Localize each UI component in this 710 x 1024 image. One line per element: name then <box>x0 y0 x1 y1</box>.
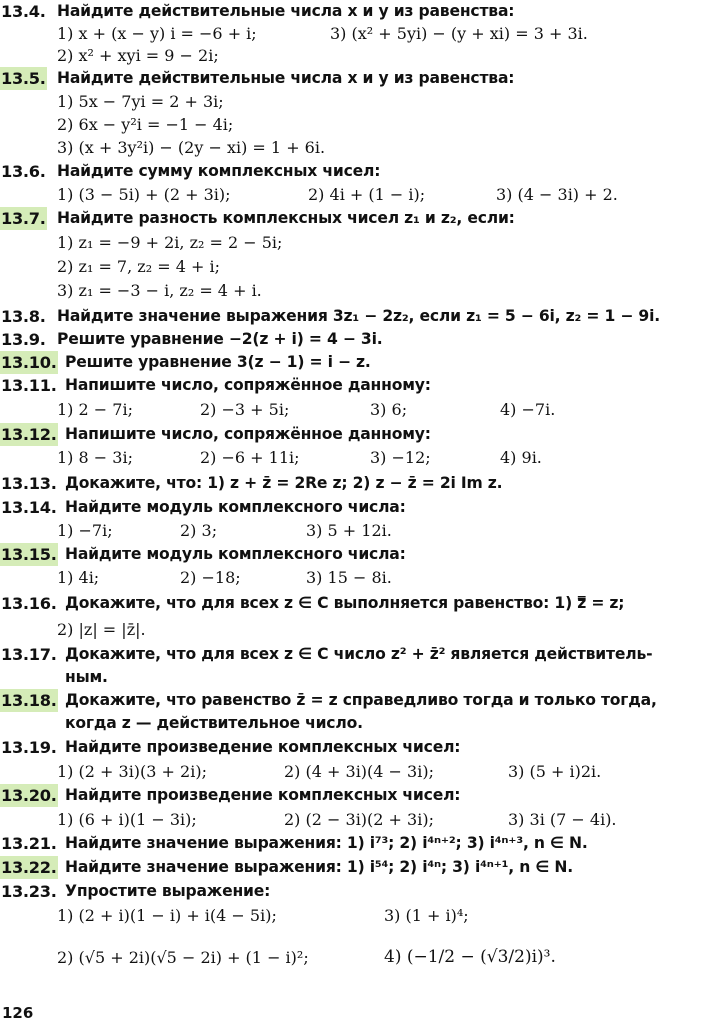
exercise-number: 13.16. <box>1 594 57 613</box>
item-1: 1) 4i; <box>57 568 100 587</box>
continuation: 2) |z| = |z̄|. <box>57 620 146 639</box>
exercise-text: Найдите действительные числа x и y из равенства: <box>57 69 515 87</box>
item-4: 4) −7i. <box>500 400 556 419</box>
exercise-13-23-items <box>0 904 710 927</box>
item-2: 2) (4 + 3i)(4 − 3i); <box>284 762 434 781</box>
exercise-13-22 <box>0 856 710 879</box>
exercise-13-14 <box>0 496 710 519</box>
exercise-text: Найдите произведение комплексных чисел: <box>65 738 461 756</box>
exercise-13-16 <box>0 592 710 615</box>
item-2: 2) (2 − 3i)(2 + 3i); <box>284 810 434 829</box>
item-3: 3) (x² + 5yi) − (y + xi) = 3 + 3i. <box>330 24 588 43</box>
exercise-number: 13.17. <box>1 645 57 664</box>
item-4: 4) 9i. <box>500 448 542 467</box>
exercise-text: Найдите модуль комплексного числа: <box>65 545 406 563</box>
item-4: 4) (−1/2 − (√3/2)i)³. <box>384 947 556 967</box>
exercise-13-9 <box>0 328 710 351</box>
item-3: 3) 6; <box>370 400 408 419</box>
exercise-text: Упростите выражение: <box>65 882 271 900</box>
exercise-13-6 <box>0 160 710 183</box>
exercise-text: Докажите, что для всех z ∈ C число z² + z̄² является действитель- <box>65 645 653 663</box>
exercise-text: Найдите сумму комплексных чисел: <box>57 162 381 180</box>
item-2: 2) −3 + 5i; <box>200 400 290 419</box>
page-number: 126 <box>2 1004 34 1022</box>
exercise-text: Решите уравнение −2(z + i) = 4 − 3i. <box>57 330 383 348</box>
item-1: 1) (2 + i)(1 − i) + i(4 − 5i); <box>57 906 277 925</box>
item-1: 1) −7i; <box>57 521 113 540</box>
exercise-13-14-items <box>0 519 710 542</box>
exercise-13-20 <box>0 784 710 807</box>
exercise-13-7 <box>0 207 710 230</box>
item-1: 1) (2 + 3i)(3 + 2i); <box>57 762 207 781</box>
exercise-number: 13.5. <box>1 69 46 88</box>
exercise-text: Найдите значение выражения 3z₁ − 2z₂, если z₁ = 5 − 6i, z₂ = 1 − 9i. <box>57 307 660 325</box>
item-1: 1) z₁ = −9 + 2i, z₂ = 2 − 5i; <box>57 233 283 252</box>
exercise-13-13 <box>0 472 710 495</box>
exercise-text: Найдите значение выражения: 1) i⁷³; 2) i⁴ⁿ⁺²; 3) i⁴ⁿ⁺³, n ∈ N. <box>65 834 588 852</box>
exercise-13-23-items-2 <box>0 946 710 969</box>
item-3: 3) 15 − 8i. <box>306 568 392 587</box>
item-2: 2) z₁ = 7, z₂ = 4 + i; <box>57 257 220 276</box>
exercise-13-11 <box>0 374 710 397</box>
exercise-13-12-items <box>0 446 710 469</box>
exercise-number: 13.9. <box>1 330 46 349</box>
item-3: 3) (1 + i)⁴; <box>384 906 469 925</box>
exercise-13-4-items-2 <box>0 44 710 67</box>
exercise-number: 13.7. <box>1 209 46 228</box>
continuation: когда z — действительное число. <box>65 714 363 732</box>
exercise-13-18 <box>0 689 710 712</box>
item-3: 3) z₁ = −3 − i, z₂ = 4 + i. <box>57 281 262 300</box>
exercise-13-11-items <box>0 398 710 421</box>
exercise-13-6-items <box>0 183 710 206</box>
exercise-13-5-item-1 <box>0 90 710 113</box>
item-3: 3) (5 + i)2i. <box>508 762 602 781</box>
exercise-13-5 <box>0 67 710 90</box>
exercise-13-4 <box>0 0 710 23</box>
item-1: 1) (6 + i)(1 − 3i); <box>57 810 197 829</box>
exercise-number: 13.21. <box>1 834 57 853</box>
exercise-text: Найдите модуль комплексного числа: <box>65 498 406 516</box>
exercise-13-7-item-1 <box>0 231 710 254</box>
exercise-13-5-item-3 <box>0 136 710 159</box>
exercise-text: Докажите, что: 1) z + z̄ = 2Re z; 2) z − z̄ = 2i Im z. <box>65 474 503 492</box>
item-1: 1) 8 − 3i; <box>57 448 133 467</box>
exercise-number: 13.22. <box>1 858 57 877</box>
exercise-13-17-cont <box>0 666 710 689</box>
item-1: 1) (3 − 5i) + (2 + 3i); <box>57 185 231 204</box>
item-2: 2) x² + xyi = 9 − 2i; <box>57 46 219 65</box>
exercise-13-8 <box>0 305 710 328</box>
exercise-number: 13.8. <box>1 307 46 326</box>
item-3: 3) 3i (7 − 4i). <box>508 810 617 829</box>
exercise-number: 13.18. <box>1 691 57 710</box>
continuation: ным. <box>65 668 108 686</box>
exercise-text: Найдите разность комплексных чисел z₁ и z₂, если: <box>57 209 515 227</box>
exercise-text: Докажите, что для всех z ∈ C выполняется равенство: 1) z̿ = z; <box>65 594 625 612</box>
exercise-number: 13.19. <box>1 738 57 757</box>
exercise-number: 13.11. <box>1 376 57 395</box>
exercise-number: 13.20. <box>1 786 57 805</box>
exercise-number: 13.10. <box>1 353 57 372</box>
exercise-number: 13.6. <box>1 162 46 181</box>
exercise-13-15 <box>0 543 710 566</box>
exercise-13-4-items <box>0 22 710 45</box>
exercise-text: Напишите число, сопряжённое данному: <box>65 376 431 394</box>
exercise-13-7-item-3 <box>0 279 710 302</box>
item-1: 1) 2 − 7i; <box>57 400 133 419</box>
exercise-number: 13.23. <box>1 882 57 901</box>
exercise-13-17 <box>0 643 710 666</box>
exercise-13-21 <box>0 832 710 855</box>
item-2: 2) 4i + (1 − i); <box>308 185 426 204</box>
exercise-13-5-item-2 <box>0 113 710 136</box>
exercise-text: Напишите число, сопряжённое данному: <box>65 425 431 443</box>
item-1: 1) 5x − 7yi = 2 + 3i; <box>57 92 224 111</box>
exercise-number: 13.4. <box>1 2 46 21</box>
exercise-text: Найдите значение выражения: 1) i⁵⁴; 2) i⁴ⁿ; 3) i⁴ⁿ⁺¹, n ∈ N. <box>65 858 573 876</box>
exercise-text: Докажите, что равенство z̄ = z справедливо тогда и только тогда, <box>65 691 657 709</box>
exercise-number: 13.13. <box>1 474 57 493</box>
exercise-text: Найдите произведение комплексных чисел: <box>65 786 461 804</box>
exercise-text: Решите уравнение 3(z − 1) = i − z. <box>65 353 371 371</box>
exercise-13-15-items <box>0 566 710 589</box>
exercise-13-16-cont <box>0 618 710 641</box>
exercise-13-7-item-2 <box>0 255 710 278</box>
exercise-number: 13.12. <box>1 425 57 444</box>
item-3: 3) (4 − 3i) + 2. <box>496 185 618 204</box>
exercise-13-10 <box>0 351 710 374</box>
exercise-13-12 <box>0 423 710 446</box>
item-3: 3) 5 + 12i. <box>306 521 392 540</box>
exercise-13-19-items <box>0 760 710 783</box>
item-3: 3) (x + 3y²i) − (2y − xi) = 1 + 6i. <box>57 138 326 157</box>
exercise-13-19 <box>0 736 710 759</box>
item-2: 2) −18; <box>180 568 241 587</box>
exercise-13-18-cont <box>0 712 710 735</box>
item-3: 3) −12; <box>370 448 431 467</box>
item-1: 1) x + (x − y) i = −6 + i; <box>57 24 257 43</box>
exercise-13-23 <box>0 880 710 903</box>
exercise-number: 13.15. <box>1 545 57 564</box>
item-2: 2) 3; <box>180 521 218 540</box>
exercise-text: Найдите действительные числа x и y из равенства: <box>57 2 515 20</box>
item-2: 2) −6 + 11i; <box>200 448 300 467</box>
item-2: 2) (√5 + 2i)(√5 − 2i) + (1 − i)²; <box>57 948 309 967</box>
exercise-13-20-items <box>0 808 710 831</box>
item-2: 2) 6x − y²i = −1 − 4i; <box>57 115 234 134</box>
exercise-number: 13.14. <box>1 498 57 517</box>
